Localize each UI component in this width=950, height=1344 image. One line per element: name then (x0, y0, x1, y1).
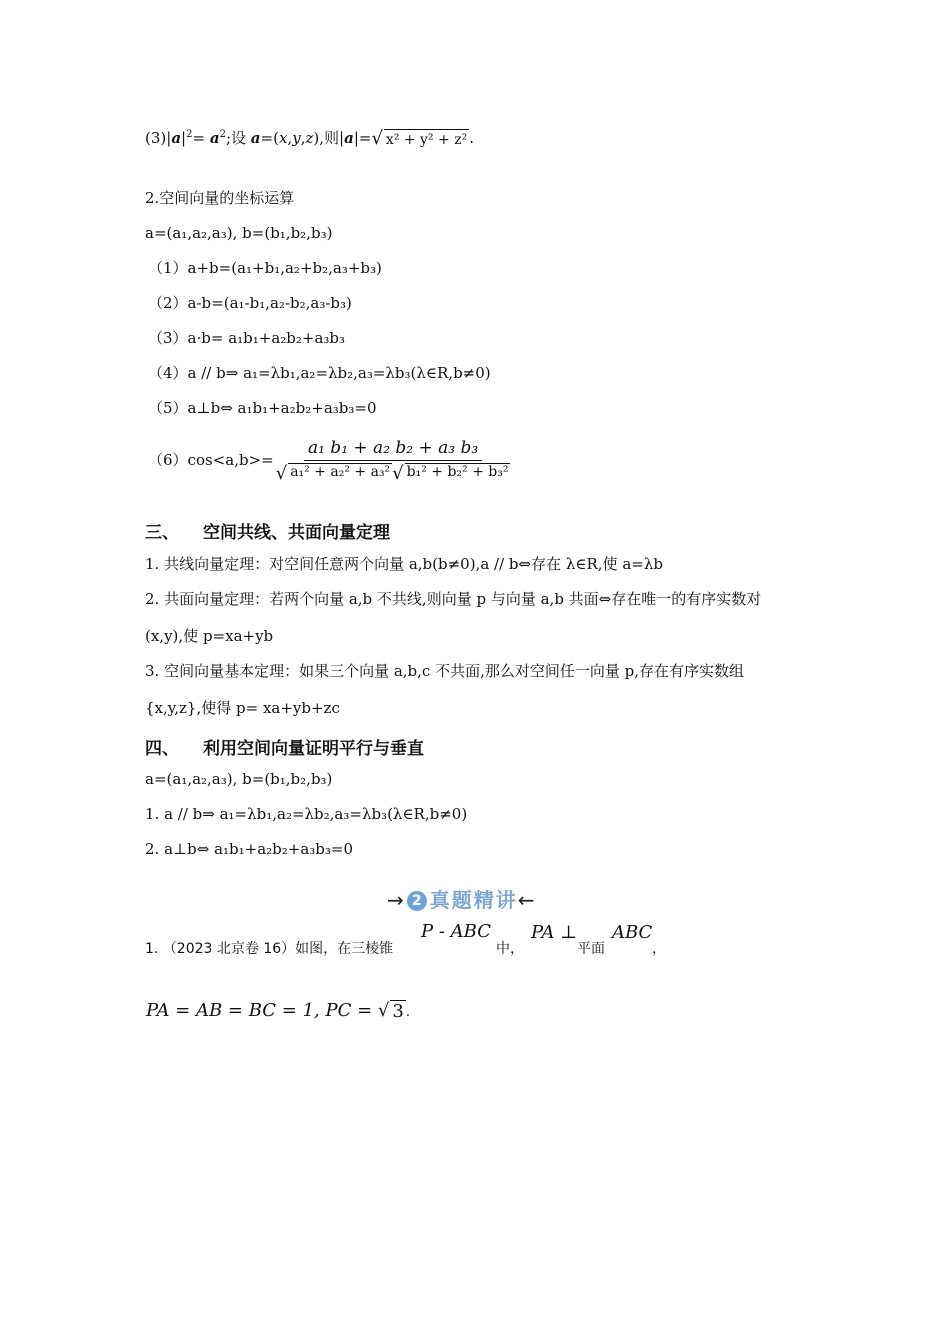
section-4-def: a=(a₁,a₂,a₃), b=(b₁,b₂,b₃) (145, 770, 333, 788)
question-1-comma: ， (652, 941, 666, 957)
sqrt-expression: √ x² + y² + z² (371, 127, 468, 149)
op-perpendicular: （5）a⊥b⇔ a₁b₁+a₂b₂+a₃b₃=0 (148, 399, 377, 417)
left-arrow-icon: ← (517, 888, 535, 912)
number-badge: 2 (407, 891, 427, 911)
question-1-pyramid: P - ABC (421, 921, 491, 942)
banner-title: 真题精讲 (429, 888, 518, 912)
basis-theorem-cont: {x,y,z},使得 p= xa+yb+zc (145, 699, 340, 717)
section-4-heading: 四、 利用空间向量证明平行与垂直 (145, 739, 424, 759)
question-1-plane-word: 平面 (577, 941, 605, 957)
op-dot-product: （3）a·b= a₁b₁+a₂b₂+a₃b₃ (148, 329, 346, 347)
section-3-heading: 三、 空间共线、共面向量定理 (145, 523, 390, 543)
magnitude-formula-line: $(3)|a|^2= a^2$;设 a=(x,y,z),则|a|= √ x² + y² + z² . (145, 127, 474, 149)
op-subtract: （2）a-b=(a₁-b₁,a₂-b₂,a₃-b₃) (148, 294, 352, 312)
op-cosine: （6）cos<a,b>= a₁ b₁ + a₂ b₂ + a₃ b₃ √ a₁² + a₂² + a₃² √ b₁² + b₂² + b₃² (148, 438, 509, 484)
right-arrow-icon: → (387, 888, 404, 912)
question-1-plane: ABC (612, 922, 653, 943)
op-add: （1）a+b=(a₁+b₁,a₂+b₂,a₃+b₃) (148, 259, 382, 277)
question-1-prefix: 1. （2023 北京卷 16）如图，在三棱锥 (145, 941, 394, 957)
collinear-theorem: 1. 共线向量定理：对空间任意两个向量 a,b(b≠0),a // b⇔存在 λ∈R,使 a=λb (145, 555, 663, 573)
item-label: (3) (145, 129, 167, 147)
section-4-parallel: 1. a // b⇒ a₁=λb₁,a₂=λb₂,a₃=λb₃(λ∈R,b≠0) (145, 805, 468, 823)
vector-definition: a=(a₁,a₂,a₃), b=(b₁,b₂,b₃) (145, 224, 333, 242)
cosine-fraction: a₁ b₁ + a₂ b₂ + a₃ b₃ √ a₁² + a₂² + a₃² √ b₁² + b₂² + b₃² (275, 438, 509, 484)
question-1-mid: 中， (496, 941, 524, 957)
section-banner (387, 884, 535, 913)
coplanar-theorem-cont: (x,y),使 p=xa+yb (145, 627, 274, 645)
sqrt-three: √ 3 (377, 1000, 404, 1022)
basis-theorem: 3. 空间向量基本定理：如果三个向量 a,b,c 不共面,那么对空间任一向量 p,存在有序实数组 (145, 662, 745, 680)
coplanar-theorem: 2. 共面向量定理：若两个向量 a,b 不共线,则向量 p 与向量 a,b 共面⇔存在唯一的有序实数对 (145, 590, 762, 608)
section-4-perpendicular: 2. a⊥b⇔ a₁b₁+a₂b₂+a₃b₃=0 (145, 840, 354, 858)
section-2-title: 2.空间向量的坐标运算 (145, 189, 295, 207)
question-1-perp: PA ⊥ (531, 922, 578, 943)
op-parallel: （4）a // b⇒ a₁=λb₁,a₂=λb₂,a₃=λb₃(λ∈R,b≠0) (148, 364, 491, 382)
question-1-given: PA = AB = BC = 1, PC = √ 3 . (146, 1000, 410, 1022)
